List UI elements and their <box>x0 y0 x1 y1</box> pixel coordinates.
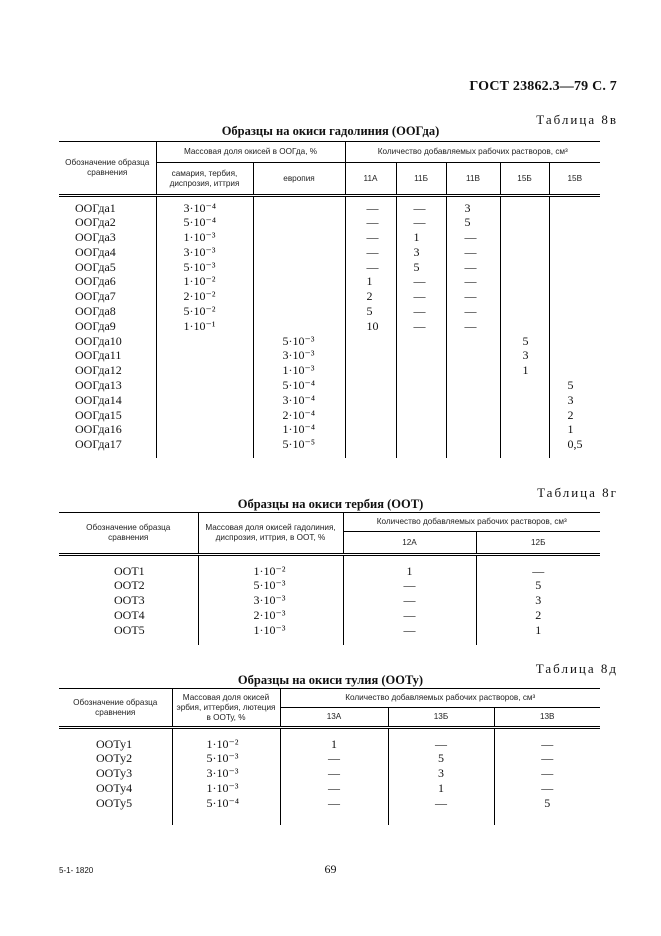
table-cell: 5·10⁻³ <box>253 578 286 593</box>
table-cell: — <box>328 795 340 810</box>
table-cell: ООГда2 <box>75 215 116 230</box>
table-cell: 5 <box>366 304 373 319</box>
table-cell: 5 <box>544 795 551 810</box>
table-cell: — <box>413 215 426 230</box>
table-cell: 2·10⁻³ <box>253 607 286 622</box>
table-cell: 2·10⁻⁴ <box>282 407 316 422</box>
col-header-13a: 13А <box>280 708 388 728</box>
col-header-11a: 11А <box>345 163 396 196</box>
table-8d-title: Образцы на окиси тулия (ООТу) <box>237 673 424 687</box>
table-cell: — <box>413 289 426 304</box>
table-cell: 3 <box>464 200 471 215</box>
table-cell: 1 <box>406 563 413 578</box>
table-cell: ООГда4 <box>75 244 116 259</box>
table-cell: — <box>464 318 477 333</box>
table-row <box>59 378 600 393</box>
table-cell: 2 <box>535 607 542 622</box>
table-cell: ООТ1 <box>114 563 145 578</box>
table-cell: — <box>464 230 477 245</box>
table-cell: 1·10⁻³ <box>206 780 239 795</box>
table-row <box>59 215 600 230</box>
table-cell: — <box>464 274 477 289</box>
table-cell: 3·10⁻³ <box>206 766 239 781</box>
table-cell: 1 <box>438 780 444 795</box>
table-cell: 5·10⁻³ <box>206 751 239 766</box>
table-row <box>59 781 600 796</box>
table-cell: — <box>435 795 447 810</box>
table-cell: ООГда16 <box>75 422 122 437</box>
table-cell: — <box>541 766 554 781</box>
table-row <box>59 766 600 781</box>
table-row <box>59 623 600 638</box>
table-cell: ООТ4 <box>114 607 145 622</box>
table-row <box>59 260 600 275</box>
table-cell: 5 <box>438 751 444 766</box>
table-row <box>59 796 600 811</box>
table-cell: ООТу5 <box>96 795 133 810</box>
table-cell: — <box>366 259 379 274</box>
table-cell: ООГда13 <box>75 378 122 393</box>
table-row <box>59 230 600 245</box>
table-row <box>59 393 600 408</box>
table-cell: — <box>328 766 340 781</box>
table-cell: ООГда5 <box>75 259 116 274</box>
table-cell: — <box>464 259 477 274</box>
table-cell: ООТ5 <box>114 622 145 637</box>
table-cell: 1·10⁻² <box>206 736 239 751</box>
table-cell: — <box>541 751 554 766</box>
table-cell: ООТ2 <box>114 578 145 593</box>
table-cell: 5 <box>464 215 471 230</box>
table-cell: ООГда12 <box>75 363 122 378</box>
col-header-12b: 12Б <box>476 532 600 555</box>
table-cell: — <box>328 751 340 766</box>
col-header-mass: Массовая доля окисей эрбия, иттербия, лютеция в ООТу, % <box>172 689 280 728</box>
table-cell: 3·10⁻⁴ <box>282 392 316 407</box>
table-row <box>59 363 600 378</box>
table-8v-label: Таблица 8в <box>536 112 618 127</box>
table-cell: 10 <box>366 318 379 333</box>
table-cell: — <box>366 200 379 215</box>
table-row <box>59 564 600 579</box>
col-header-mass-sub2: европия <box>253 163 345 196</box>
table-cell: ООГда8 <box>75 304 116 319</box>
table-8v-title: Образцы на окиси гадолиния (ООГда) <box>221 124 440 138</box>
table-cell: — <box>403 578 416 593</box>
col-header-name: Обозначение образца сравнения <box>59 513 198 555</box>
table-row <box>59 737 600 752</box>
col-header-15b: 15Б <box>500 163 549 196</box>
table-cell: — <box>413 318 426 333</box>
table-cell: — <box>464 289 477 304</box>
table-cell: 1·10⁻² <box>183 274 216 289</box>
table-cell: 5·10⁻⁴ <box>282 378 316 393</box>
footer-code: 5-1- 1820 <box>59 866 94 875</box>
table-cell: ООГда10 <box>75 333 122 348</box>
table-cell: 1 <box>366 274 373 289</box>
table-cell: — <box>366 244 379 259</box>
table-cell: ООГда9 <box>75 318 116 333</box>
table-8d-body <box>59 728 600 826</box>
table-cell: 5·10⁻⁵ <box>282 437 316 452</box>
table-cell: ООГда7 <box>75 289 116 304</box>
table-cell: 1 <box>567 422 574 437</box>
table-cell: 1·10⁻⁴ <box>282 422 316 437</box>
table-cell: ООТ3 <box>114 593 145 608</box>
table-row <box>59 578 600 593</box>
table-row <box>59 274 600 289</box>
table-cell: 2 <box>567 407 574 422</box>
table-cell: 3 <box>438 766 444 781</box>
table-row <box>59 593 600 608</box>
table-cell: 5·10⁻⁴ <box>183 215 217 230</box>
table-cell: ООГда14 <box>75 392 122 407</box>
table-cell: 3·10⁻³ <box>253 593 286 608</box>
table-cell: 1·10⁻³ <box>183 230 216 245</box>
table-cell: — <box>366 215 379 230</box>
table-cell: — <box>541 780 554 795</box>
table-cell: — <box>532 563 545 578</box>
table-row <box>59 348 600 363</box>
col-header-qty: Количество добавляемых рабочих растворов, см³ <box>343 513 600 532</box>
table-cell: 3 <box>413 244 420 259</box>
table-cell: ООТу3 <box>96 766 133 781</box>
table-row <box>59 408 600 423</box>
table-row <box>59 245 600 260</box>
table-8g <box>59 512 600 645</box>
col-header-15v: 15В <box>549 163 600 196</box>
table-8v <box>59 141 600 458</box>
col-header-mass: Массовая доля окисей гадолиния, диспрозия, иттрия, в ООТ, % <box>198 513 343 555</box>
table-row <box>59 319 600 334</box>
table-cell: — <box>435 736 447 751</box>
table-8g-label: Таблица 8г <box>537 485 618 500</box>
table-cell: 1 <box>413 230 420 245</box>
table-cell: 5·10⁻⁴ <box>206 795 240 810</box>
col-header-mass-sub1: самария, тербия, диспрозия, иттрия <box>156 163 253 196</box>
table-cell: — <box>403 607 416 622</box>
table-cell: 3·10⁻³ <box>282 348 315 363</box>
table-cell: 3 <box>567 392 574 407</box>
table-cell: ООГда15 <box>75 407 122 422</box>
table-row <box>59 201 600 216</box>
table-cell: 5·10⁻³ <box>183 259 216 274</box>
page-header: ГОСТ 23862.3—79 С. 7 <box>469 79 617 94</box>
col-header-13b: 13Б <box>388 708 494 728</box>
table-8g-body <box>59 555 600 646</box>
table-8d <box>59 688 600 825</box>
table-cell: ООГда1 <box>75 200 116 215</box>
table-cell: 3 <box>535 593 542 608</box>
table-cell: ООГда6 <box>75 274 116 289</box>
table-cell: 3 <box>522 348 529 363</box>
col-header-name: Обозначение образца сравнения <box>59 142 156 196</box>
table-cell: — <box>464 244 477 259</box>
col-header-qty: Количество добавляемых рабочих растворов, см³ <box>280 689 600 708</box>
col-header-qty: Количество добавляемых рабочих растворов, см³ <box>345 142 600 163</box>
table-cell: — <box>413 304 426 319</box>
table-cell: 1 <box>522 363 529 378</box>
table-cell: 0,5 <box>567 437 583 452</box>
table-cell: — <box>464 304 477 319</box>
table-cell: 1 <box>535 622 542 637</box>
table-cell: ООТу1 <box>96 736 133 751</box>
table-8d-label: Таблица 8д <box>535 661 618 676</box>
table-8g-title: Образцы на окиси тербия (ООТ) <box>237 497 424 511</box>
table-cell: 1·10⁻¹ <box>183 318 216 333</box>
page-number: 69 <box>324 862 337 876</box>
table-cell: — <box>413 200 426 215</box>
table-cell: ООТу4 <box>96 780 133 795</box>
col-header-12a: 12А <box>343 532 476 555</box>
table-cell: 2·10⁻² <box>183 289 216 304</box>
table-cell: ООГда11 <box>75 348 122 363</box>
table-cell: 1·10⁻² <box>253 563 286 578</box>
table-cell: 3·10⁻³ <box>183 244 216 259</box>
table-cell: — <box>403 593 416 608</box>
table-cell: 1 <box>331 736 337 751</box>
table-cell: 5·10⁻³ <box>282 333 315 348</box>
col-header-name: Обозначение образца сравнения <box>59 689 172 728</box>
table-cell: 5 <box>413 259 420 274</box>
table-cell: 5 <box>535 578 542 593</box>
col-header-11b: 11Б <box>396 163 446 196</box>
table-row <box>59 751 600 766</box>
table-8v-body <box>59 196 600 459</box>
col-header-13v: 13В <box>494 708 600 728</box>
table-cell: ООГда3 <box>75 230 116 245</box>
table-cell: — <box>328 780 340 795</box>
table-cell: — <box>541 736 554 751</box>
table-cell: 1·10⁻³ <box>253 622 286 637</box>
table-row <box>59 608 600 623</box>
table-cell: 5 <box>522 333 529 348</box>
table-row <box>59 437 600 452</box>
col-header-11v: 11В <box>446 163 500 196</box>
table-cell: — <box>413 274 426 289</box>
table-cell: 2 <box>366 289 373 304</box>
table-cell: — <box>366 230 379 245</box>
table-row <box>59 289 600 304</box>
table-cell: — <box>403 622 416 637</box>
table-row <box>59 422 600 437</box>
table-cell: 5 <box>567 378 574 393</box>
table-cell: 3·10⁻⁴ <box>183 200 217 215</box>
table-row <box>59 304 600 319</box>
table-cell: 1·10⁻³ <box>282 363 315 378</box>
col-header-mass: Массовая доля окисей в ООГда, % <box>156 142 345 163</box>
table-cell: ООТу2 <box>96 751 133 766</box>
table-row <box>59 334 600 349</box>
table-cell: ООГда17 <box>75 437 122 452</box>
table-cell: 5·10⁻² <box>183 304 216 319</box>
